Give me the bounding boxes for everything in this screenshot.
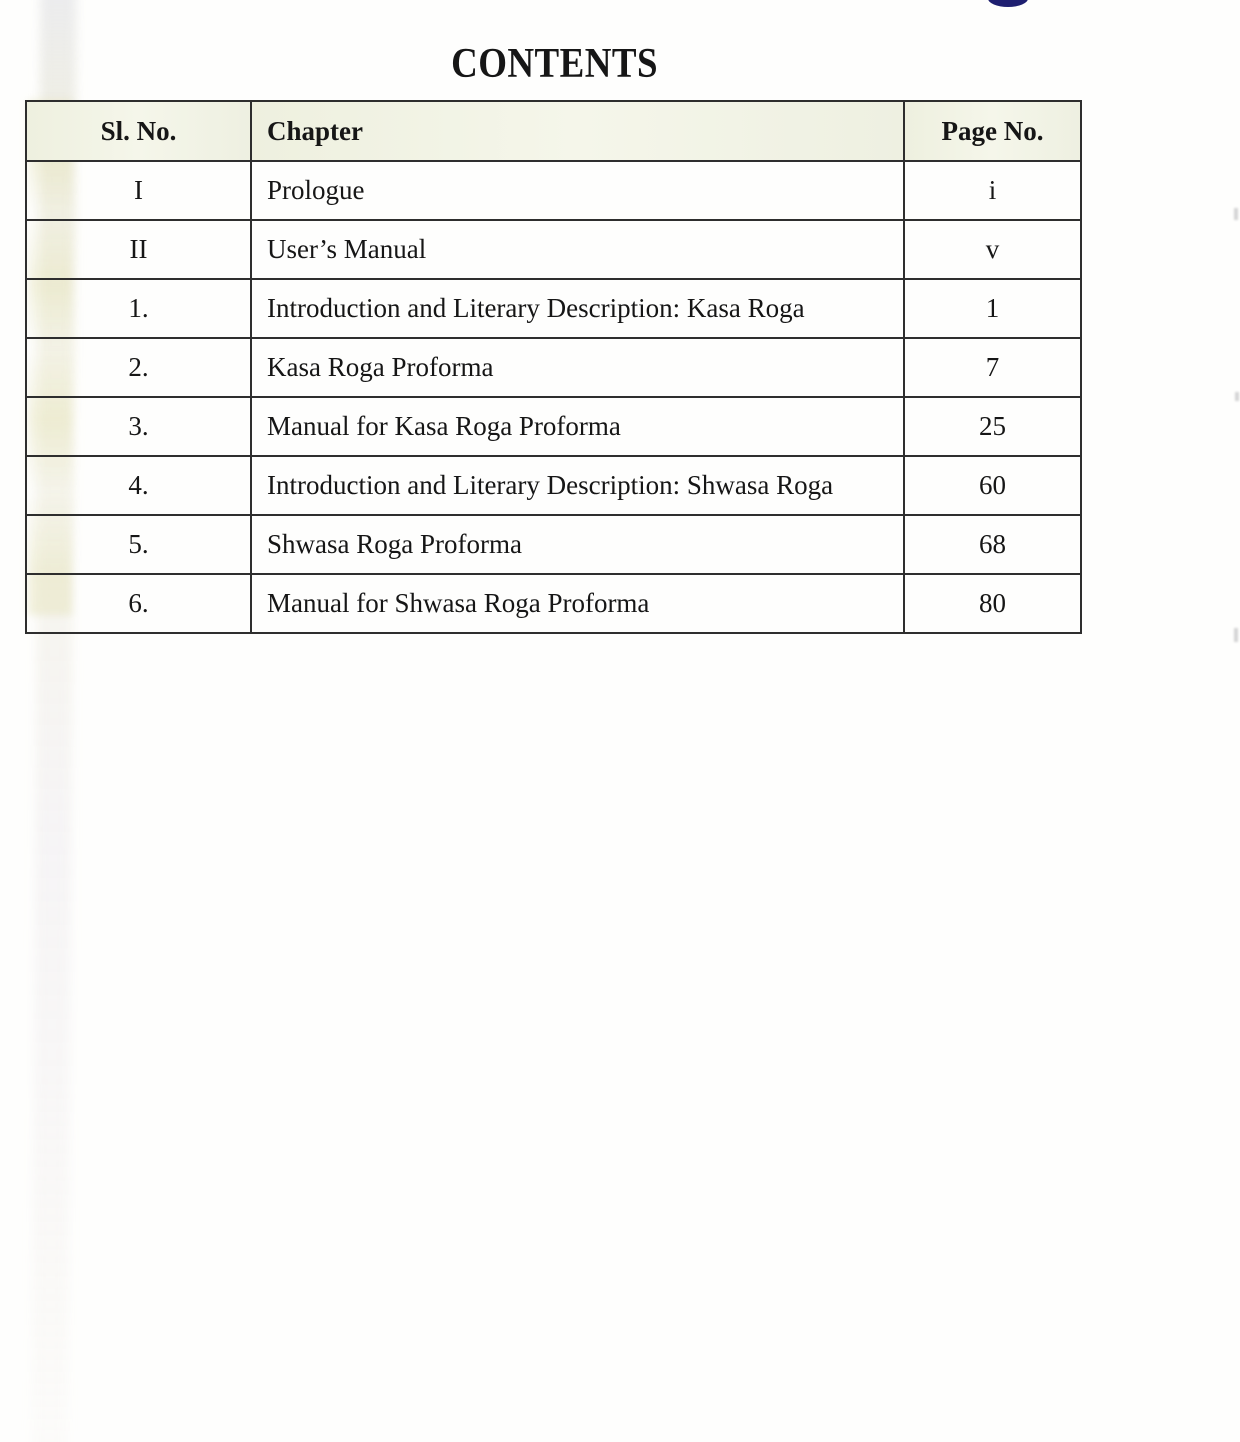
chapter-cell: Shwasa Roga Proforma — [251, 515, 904, 574]
page-no-cell: 60 — [904, 456, 1081, 515]
table-row — [26, 397, 1081, 456]
sl-no-cell: II — [26, 220, 251, 279]
page-no-cell: 7 — [904, 338, 1081, 397]
chapter-cell: Kasa Roga Proforma — [251, 338, 904, 397]
chapter-cell: Prologue — [251, 161, 904, 220]
sl-no-cell: 2. — [26, 338, 251, 397]
table-row — [26, 338, 1081, 397]
partial-circle-logo-icon — [988, 0, 1028, 7]
page-no-cell: i — [904, 161, 1081, 220]
sl-no-cell: 5. — [26, 515, 251, 574]
page-title-text: CONTENTS — [451, 41, 659, 87]
scan-edge-mark — [1234, 628, 1238, 642]
sl-no-cell: 1. — [26, 279, 251, 338]
page-no-cell: 1 — [904, 279, 1081, 338]
header-sl-no: Sl. No. — [26, 101, 251, 161]
table-header-row — [26, 101, 1081, 161]
table-row — [26, 161, 1081, 220]
table-row — [26, 220, 1081, 279]
header-page-no: Page No. — [904, 101, 1081, 161]
page-no-cell: 25 — [904, 397, 1081, 456]
table-row — [26, 456, 1081, 515]
sl-no-cell: I — [26, 161, 251, 220]
page-no-cell: 68 — [904, 515, 1081, 574]
chapter-cell: Manual for Kasa Roga Proforma — [251, 397, 904, 456]
page-title — [0, 40, 1110, 88]
sl-no-cell: 6. — [26, 574, 251, 633]
sl-no-cell: 4. — [26, 456, 251, 515]
sl-no-cell: 3. — [26, 397, 251, 456]
page-no-cell: 80 — [904, 574, 1081, 633]
chapter-cell: Introduction and Literary Description: Shwasa Roga — [251, 456, 904, 515]
page-no-cell: v — [904, 220, 1081, 279]
table-row — [26, 279, 1081, 338]
contents-table-container — [25, 100, 1082, 634]
table-row — [26, 515, 1081, 574]
header-chapter: Chapter — [251, 101, 904, 161]
contents-table — [25, 100, 1082, 634]
scan-edge-mark — [1234, 208, 1238, 220]
table-row — [26, 574, 1081, 633]
chapter-cell: User’s Manual — [251, 220, 904, 279]
chapter-cell: Introduction and Literary Description: Kasa Roga — [251, 279, 904, 338]
chapter-cell: Manual for Shwasa Roga Proforma — [251, 574, 904, 633]
scan-edge-mark — [1235, 392, 1239, 401]
